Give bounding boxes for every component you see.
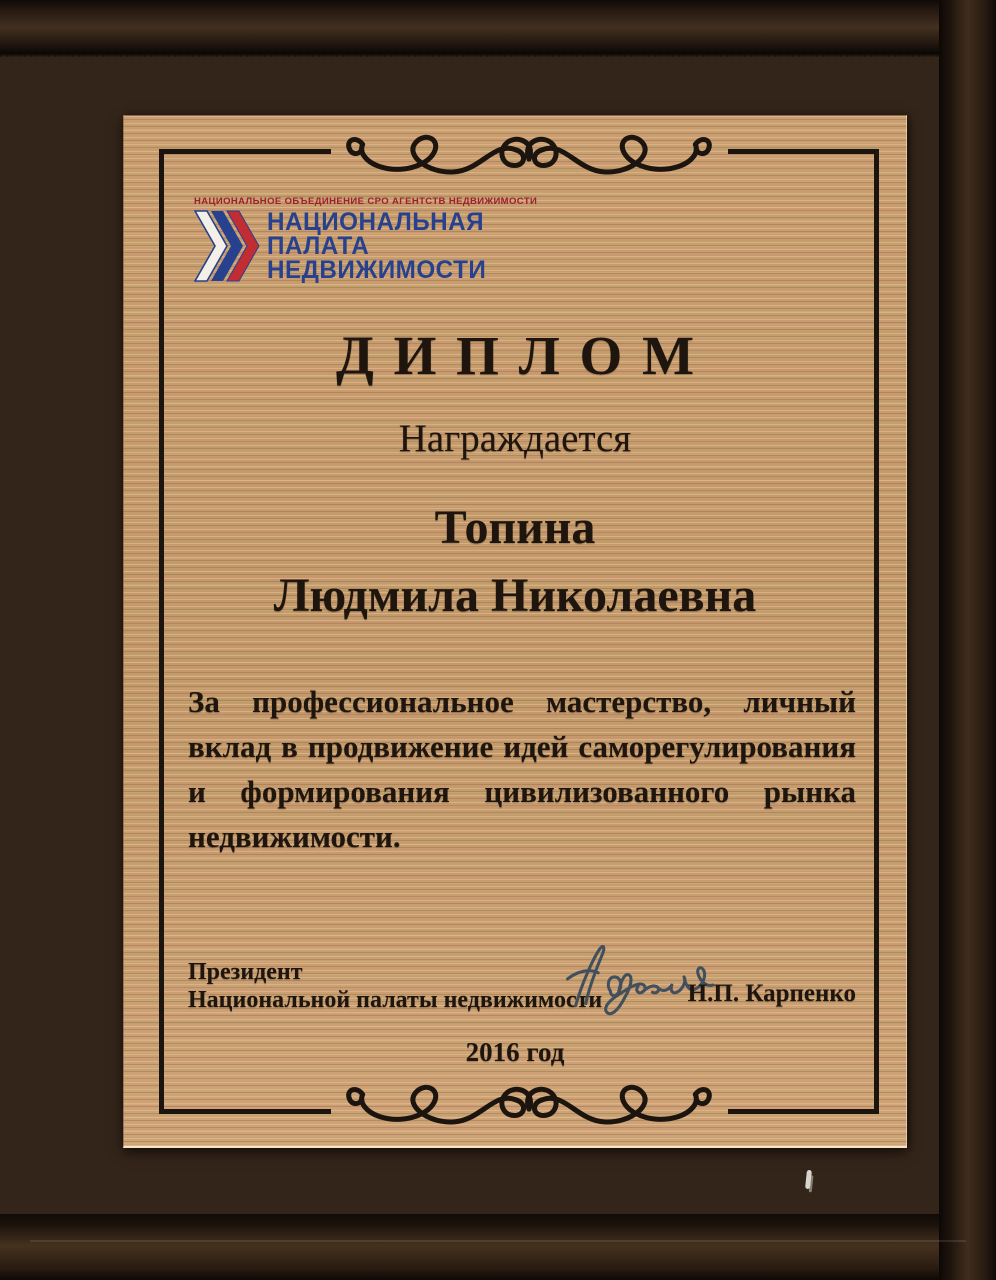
year-line: 2016 год <box>465 1037 565 1067</box>
chevron-logo-icon <box>194 210 260 282</box>
recipient-name-line2: Людмила Николаевна <box>273 569 757 622</box>
signer-title <box>188 958 602 1014</box>
border-segment-top-right <box>728 149 879 154</box>
frame-bevel-bottom <box>0 1214 996 1280</box>
signer-title-line2: Национальной палаты недвижимости <box>188 987 603 1013</box>
award-line: Награждается <box>398 417 632 460</box>
recipient-name-line1: Топина <box>434 501 596 554</box>
logo-name <box>267 210 486 282</box>
frame-bevel-left <box>0 0 57 1280</box>
logo-name-line2: ПАЛАТА <box>267 232 370 260</box>
flourish-ornament-top-icon <box>327 128 731 192</box>
frame-bevel-top <box>0 0 996 57</box>
diploma-title: ДИПЛОМ <box>335 325 714 386</box>
border-segment-top-left <box>159 149 331 154</box>
signer-title-line1: Президент <box>188 959 303 985</box>
logo-name-line1: НАЦИОНАЛЬНАЯ <box>267 208 485 236</box>
logo-tagline: НАЦИОНАЛЬНОЕ ОБЪЕДИНЕНИЕ СРО АГЕНТСТВ НЕДВИЖИМОСТИ <box>194 196 538 207</box>
citation-text: За профессиональное мастерство, личный вклад в продвижение идей саморегулирования и формирования цивилизованного рынка недвижимости. <box>188 684 856 854</box>
frame-ridge <box>30 1240 966 1242</box>
flourish-ornament-bottom-icon <box>327 1078 731 1142</box>
border-segment-bottom-right <box>728 1109 879 1114</box>
logo-name-line3: НЕДВИЖИМОСТИ <box>267 256 487 284</box>
signer-name: Н.П. Карпенко <box>687 980 856 1007</box>
recipient-name <box>124 494 906 630</box>
frame-bevel-right <box>939 0 996 1280</box>
border-segment-bottom-left <box>159 1109 331 1114</box>
brass-plate <box>123 115 907 1148</box>
organization-logo <box>194 196 674 282</box>
